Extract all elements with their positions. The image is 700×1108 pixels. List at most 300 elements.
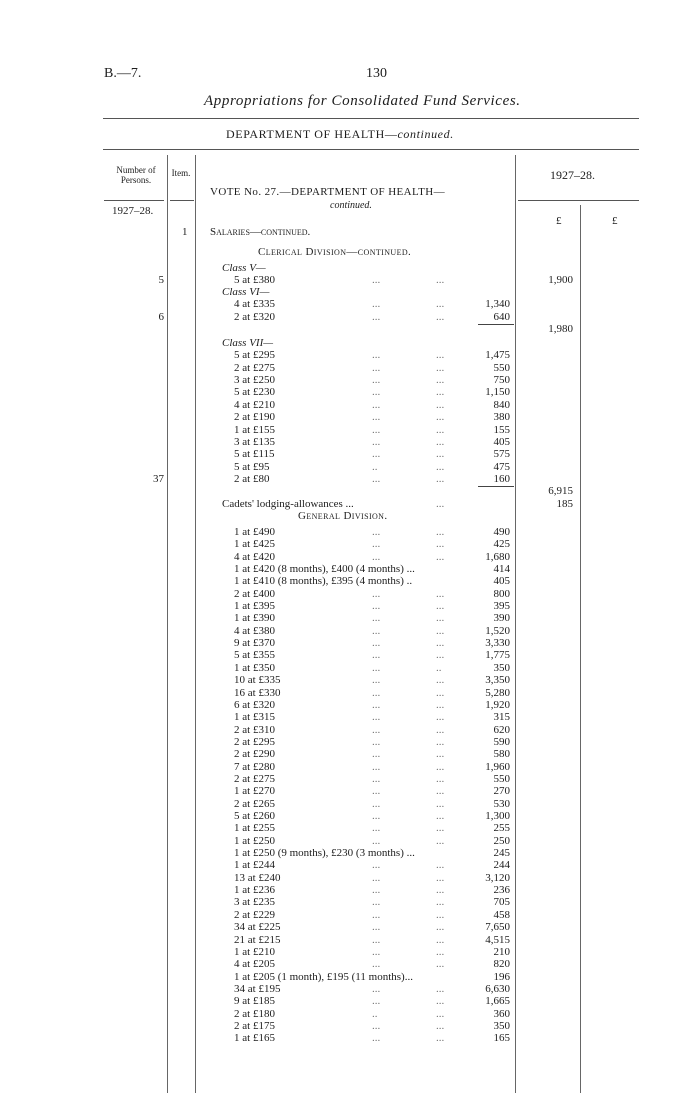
line-amount: 458	[493, 908, 510, 921]
table-row	[0, 847, 700, 859]
line-label: 2 at £275	[234, 772, 275, 785]
line-label: 34 at £225	[234, 921, 281, 934]
line-amount: 1,680	[485, 550, 510, 563]
line-amount: 550	[493, 772, 510, 785]
line-label: 21 at £215	[234, 933, 281, 946]
line-label: 2 at £295	[234, 735, 275, 748]
leader-dots: ...	[372, 612, 381, 625]
leader-dots: ...	[372, 374, 381, 387]
line-amount: 800	[493, 587, 510, 600]
table-row	[0, 411, 700, 423]
persons-count: 37	[153, 472, 164, 485]
table-row	[0, 600, 700, 612]
leader-dots: ...	[436, 834, 445, 847]
line-label: 1 at £350	[234, 661, 275, 674]
table-row	[0, 798, 700, 810]
line-label: 5 at £230	[234, 386, 275, 399]
line-label: 1 at £490	[234, 525, 275, 538]
table-row	[0, 485, 700, 497]
table-row	[0, 736, 700, 748]
leader-dots: ...	[372, 896, 381, 909]
item-header-rule	[170, 200, 194, 201]
line-amount: 3,350	[485, 674, 510, 687]
line-label: 2 at £80	[234, 472, 270, 485]
vote-title: VOTE No. 27.—DEPARTMENT OF HEALTH—	[210, 186, 445, 198]
leader-dots: ...	[436, 361, 445, 374]
table-row	[0, 588, 700, 600]
department-name: DEPARTMENT OF HEALTH—	[226, 127, 398, 141]
table-row	[0, 323, 700, 335]
leader-dots: ...	[436, 723, 445, 736]
line-label: 1 at £395	[234, 600, 275, 613]
line-amount: 840	[493, 398, 510, 411]
leader-dots: ...	[436, 797, 445, 810]
leader-dots: ...	[372, 538, 381, 551]
line-amount: 350	[493, 1019, 510, 1032]
leader-dots: ...	[372, 772, 381, 785]
leader-dots: ...	[372, 386, 381, 399]
table-row	[0, 662, 700, 674]
table-row	[0, 637, 700, 649]
line-label: 1 at £420 (8 months), £400 (4 months) ...	[234, 563, 415, 575]
table-row	[0, 473, 700, 485]
leader-dots: ...	[436, 995, 445, 1008]
line-label: 1 at £255	[234, 822, 275, 835]
leader-dots: ...	[436, 760, 445, 773]
leader-dots: ...	[436, 958, 445, 971]
leader-dots: ...	[372, 637, 381, 650]
line-amount: 550	[493, 361, 510, 374]
subtotal-amount: 1,980	[548, 323, 573, 336]
leader-dots: ...	[436, 398, 445, 411]
line-amount: 245	[493, 847, 510, 860]
line-amount: 315	[493, 711, 510, 724]
line-amount: 640	[493, 310, 510, 323]
line-label: 2 at £320	[234, 310, 275, 323]
line-label: 16 at £330	[234, 686, 281, 699]
line-amount: 236	[493, 884, 510, 897]
table-row	[0, 563, 700, 575]
leader-dots: ...	[436, 711, 445, 724]
line-amount: 1,775	[485, 649, 510, 662]
section-heading: Salaries—continued.	[210, 226, 311, 238]
class-heading: Class VII—	[222, 337, 274, 350]
table-row	[0, 349, 700, 361]
line-amount: 405	[493, 435, 510, 448]
table-row	[0, 538, 700, 550]
line-label: 5 at £95	[234, 460, 270, 473]
leader-dots: ...	[372, 785, 381, 798]
line-label: 3 at £235	[234, 896, 275, 909]
leader-dots: ...	[436, 896, 445, 909]
line-label: 9 at £370	[234, 637, 275, 650]
leader-dots: ...	[436, 460, 445, 473]
leader-dots: ...	[372, 859, 381, 872]
department-rule	[103, 149, 639, 150]
class-heading: Class V—	[222, 262, 266, 274]
table-row	[0, 649, 700, 661]
line-amount: 360	[493, 1007, 510, 1020]
line-label: 1 at £205 (1 month), £195 (11 months)...	[234, 970, 413, 983]
leader-dots: ...	[372, 411, 381, 424]
line-amount: 405	[493, 575, 510, 588]
table-row	[0, 909, 700, 921]
table-row	[0, 934, 700, 946]
leader-dots: ...	[436, 859, 445, 872]
line-amount: 210	[493, 945, 510, 958]
line-amount: 490	[493, 525, 510, 538]
item-number: 1	[182, 226, 188, 238]
leader-dots: ...	[436, 1032, 445, 1045]
leader-dots: ...	[372, 550, 381, 563]
vote-title-continued: continued.	[330, 200, 372, 211]
line-label: 5 at £295	[234, 349, 275, 362]
page-title: Appropriations for Consolidated Fund Services.	[204, 93, 521, 109]
leader-dots: ..	[436, 661, 442, 674]
leader-dots: ...	[372, 748, 381, 761]
line-label: 9 at £185	[234, 995, 275, 1008]
line-amount: 575	[493, 448, 510, 461]
page-number: 130	[366, 66, 387, 81]
line-label: 1 at £270	[234, 785, 275, 798]
table-row	[0, 551, 700, 563]
table-row	[0, 448, 700, 460]
class-heading: Class VI—	[222, 286, 270, 299]
line-label: 2 at £180	[234, 1007, 275, 1020]
line-amount: 590	[493, 735, 510, 748]
leader-dots: ...	[436, 735, 445, 748]
line-amount: 350	[493, 661, 510, 674]
leader-dots: ...	[436, 1019, 445, 1032]
leader-dots: ...	[372, 698, 381, 711]
table-row	[0, 526, 700, 538]
line-label: 1 at £155	[234, 423, 275, 436]
table-row	[0, 810, 700, 822]
line-label: 2 at £310	[234, 723, 275, 736]
leader-dots: ...	[436, 274, 445, 286]
persons-count: 6	[158, 310, 164, 323]
leader-dots: ...	[372, 349, 381, 362]
leader-dots: ...	[436, 698, 445, 711]
line-amount: 1,300	[485, 810, 510, 822]
line-label: 7 at £280	[234, 760, 275, 773]
line-label: 1 at £236	[234, 884, 275, 897]
line-label: 4 at £210	[234, 398, 275, 411]
leader-dots: ...	[372, 298, 381, 311]
table-row	[0, 274, 700, 286]
table-row	[0, 461, 700, 473]
persons-year: 1927–28.	[112, 205, 154, 217]
leader-dots: ...	[436, 472, 445, 485]
leader-dots: ...	[436, 822, 445, 835]
line-label: 5 at £355	[234, 649, 275, 662]
table-row	[0, 575, 700, 587]
leader-dots: ..	[372, 460, 378, 473]
table-row	[0, 386, 700, 398]
line-label: 2 at £275	[234, 361, 275, 374]
line-amount: 530	[493, 797, 510, 810]
leader-dots: ...	[436, 810, 445, 822]
leader-dots: ...	[372, 624, 381, 637]
totals-header-rule	[518, 200, 639, 201]
line-label: 4 at £335	[234, 298, 275, 311]
line-amount: 395	[493, 600, 510, 613]
line-amount: 1,665	[485, 995, 510, 1008]
table-row	[0, 262, 700, 274]
table-row	[0, 748, 700, 760]
leader-dots: ...	[372, 810, 381, 822]
line-label: 10 at £335	[234, 674, 281, 687]
leader-dots: ...	[436, 945, 445, 958]
leader-dots: ...	[372, 834, 381, 847]
title-rule	[103, 118, 639, 119]
leader-dots: ...	[372, 933, 381, 946]
leader-dots: ...	[372, 398, 381, 411]
leader-dots: ...	[436, 497, 445, 510]
line-amount: 7,650	[485, 921, 510, 934]
line-label: 13 at £240	[234, 871, 281, 884]
line-amount: 820	[493, 958, 510, 971]
line-amount: 155	[493, 423, 510, 436]
line-label: 4 at £380	[234, 624, 275, 637]
leader-dots: ...	[436, 310, 445, 323]
leader-dots: ...	[372, 711, 381, 724]
line-amount: 414	[493, 563, 510, 575]
leader-dots: ...	[436, 908, 445, 921]
line-label: 2 at £229	[234, 908, 275, 921]
leader-dots: ...	[372, 921, 381, 934]
leader-dots: ...	[436, 612, 445, 625]
table-row	[0, 946, 700, 958]
line-label: 2 at £400	[234, 587, 275, 600]
leader-dots: ...	[436, 674, 445, 687]
table-row	[0, 298, 700, 310]
line-amount: 196	[493, 970, 510, 983]
leader-dots: ...	[436, 448, 445, 461]
leader-dots: ...	[372, 760, 381, 773]
table-row	[0, 362, 700, 374]
table-row	[0, 859, 700, 871]
leader-dots: ...	[436, 624, 445, 637]
table-row	[0, 674, 700, 686]
line-amount: 1,960	[485, 760, 510, 773]
leader-dots: ...	[372, 958, 381, 971]
division-heading: General Division.	[298, 509, 388, 522]
leader-dots: ...	[372, 908, 381, 921]
leader-dots: ...	[436, 411, 445, 424]
line-label: 1 at £210	[234, 945, 275, 958]
leader-dots: ...	[436, 982, 445, 995]
leader-dots: ...	[436, 550, 445, 563]
table-row	[0, 761, 700, 773]
line-label: 2 at £265	[234, 797, 275, 810]
department-continued: continued.	[397, 127, 454, 141]
line-label: 2 at £290	[234, 748, 275, 761]
leader-dots: ...	[372, 472, 381, 485]
division-heading: Clerical Division—continued.	[258, 246, 412, 258]
leader-dots: ...	[372, 884, 381, 897]
table-row	[0, 337, 700, 349]
line-label: 1 at £250	[234, 834, 275, 847]
table-row	[0, 896, 700, 908]
table-row	[0, 498, 700, 510]
leader-dots: ...	[372, 423, 381, 436]
leader-dots: ...	[372, 1019, 381, 1032]
table-row	[0, 625, 700, 637]
line-label: 1 at £250 (9 months), £230 (3 months) ...	[234, 847, 415, 860]
leader-dots: ..	[372, 1007, 378, 1020]
leader-dots: ...	[372, 525, 381, 538]
leader-dots: ...	[436, 587, 445, 600]
line-label: 6 at £320	[234, 698, 275, 711]
persons-count: 5	[158, 274, 164, 286]
table-row	[0, 711, 700, 723]
leader-dots: ...	[436, 748, 445, 761]
line-amount: 475	[493, 460, 510, 473]
table-row	[0, 1020, 700, 1032]
leader-dots: ...	[436, 686, 445, 699]
table-row	[0, 958, 700, 970]
leader-dots: ...	[372, 435, 381, 448]
leader-dots: ...	[372, 274, 381, 286]
leader-dots: ...	[436, 435, 445, 448]
leader-dots: ...	[436, 772, 445, 785]
line-amount: 1,520	[485, 624, 510, 637]
subtotal-amount: 1,900	[548, 274, 573, 286]
leader-dots: ...	[436, 649, 445, 662]
leader-dots: ...	[372, 661, 381, 674]
leader-dots: ...	[372, 822, 381, 835]
line-label: 1 at £165	[234, 1032, 275, 1045]
pound-sign-totals: £	[556, 215, 562, 227]
line-label: 1 at £410 (8 months), £395 (4 months) ..	[234, 575, 413, 588]
line-amount: 1,920	[485, 698, 510, 711]
table-row	[0, 612, 700, 624]
table-row	[0, 983, 700, 995]
leader-dots: ...	[372, 995, 381, 1008]
line-amount: 250	[493, 834, 510, 847]
subtotal-amount: 185	[556, 497, 573, 510]
line-amount: 5,280	[485, 686, 510, 699]
line-label: 34 at £195	[234, 982, 281, 995]
leader-dots: ...	[372, 361, 381, 374]
table-row	[0, 872, 700, 884]
line-label: 1 at £315	[234, 711, 275, 724]
leader-dots: ...	[436, 921, 445, 934]
line-amount: 6,630	[485, 982, 510, 995]
leader-dots: ...	[372, 310, 381, 323]
line-amount: 1,150	[485, 386, 510, 399]
line-label: 4 at £205	[234, 958, 275, 971]
table-row	[0, 884, 700, 896]
table-row	[0, 286, 700, 298]
line-amount: 620	[493, 723, 510, 736]
leader-dots: ...	[436, 637, 445, 650]
leader-dots: ...	[372, 600, 381, 613]
leader-dots: ...	[436, 871, 445, 884]
line-label: 4 at £420	[234, 550, 275, 563]
persons-column-header: Number of Persons.	[116, 165, 156, 185]
line-label: 5 at £115	[234, 448, 275, 461]
table-row	[0, 1008, 700, 1020]
line-label: 3 at £250	[234, 374, 275, 387]
leader-dots: ...	[436, 600, 445, 613]
line-amount: 705	[493, 896, 510, 909]
department-heading	[226, 127, 454, 142]
leader-dots: ...	[372, 945, 381, 958]
table-row	[0, 971, 700, 983]
table-row	[0, 773, 700, 785]
table-row	[0, 424, 700, 436]
line-label: 2 at £175	[234, 1019, 275, 1032]
table-row	[0, 1032, 700, 1044]
line-amount: 3,330	[485, 637, 510, 650]
table-row	[0, 724, 700, 736]
line-amount: 165	[493, 1032, 510, 1045]
line-amount: 270	[493, 785, 510, 798]
report-reference: B.—7.	[104, 66, 142, 81]
line-amount: 380	[493, 411, 510, 424]
line-label: 5 at £380	[234, 274, 275, 286]
line-label: 5 at £260	[234, 810, 275, 822]
leader-dots: ...	[436, 933, 445, 946]
item-column-header: Item.	[171, 168, 191, 178]
table-row	[0, 822, 700, 834]
line-label: Cadets' lodging-allowances ...	[222, 497, 354, 510]
leader-dots: ...	[372, 448, 381, 461]
line-label: 1 at £390	[234, 612, 275, 625]
leader-dots: ...	[372, 735, 381, 748]
leader-dots: ...	[372, 982, 381, 995]
leader-dots: ...	[436, 1007, 445, 1020]
table-row	[0, 374, 700, 386]
line-amount: 255	[493, 822, 510, 835]
leader-dots: ...	[372, 587, 381, 600]
line-amount: 425	[493, 538, 510, 551]
line-amount: 390	[493, 612, 510, 625]
table-row	[0, 921, 700, 933]
subtotal-amount: 6,915	[548, 485, 573, 498]
table-row	[0, 226, 700, 238]
line-amount: 1,340	[485, 298, 510, 311]
leader-dots: ...	[436, 538, 445, 551]
table-row	[0, 246, 700, 258]
leader-dots: ...	[372, 674, 381, 687]
leader-dots: ...	[436, 349, 445, 362]
line-amount: 244	[493, 859, 510, 872]
persons-header-rule	[104, 200, 164, 201]
line-label: 1 at £425	[234, 538, 275, 551]
leader-dots: ...	[372, 723, 381, 736]
leader-dots: ...	[372, 797, 381, 810]
table-row	[0, 835, 700, 847]
pound-sign-outer: £	[612, 215, 618, 227]
year-column-header: 1927–28.	[550, 168, 595, 182]
line-amount: 3,120	[485, 871, 510, 884]
leader-dots: ...	[436, 785, 445, 798]
line-amount: 1,475	[485, 349, 510, 362]
table-row	[0, 311, 700, 323]
table-row	[0, 699, 700, 711]
leader-dots: ...	[372, 686, 381, 699]
leader-dots: ...	[436, 374, 445, 387]
leader-dots: ...	[372, 1032, 381, 1045]
table-row	[0, 995, 700, 1007]
line-label: 1 at £244	[234, 859, 275, 872]
leader-dots: ...	[372, 649, 381, 662]
line-amount: 580	[493, 748, 510, 761]
line-amount: 750	[493, 374, 510, 387]
